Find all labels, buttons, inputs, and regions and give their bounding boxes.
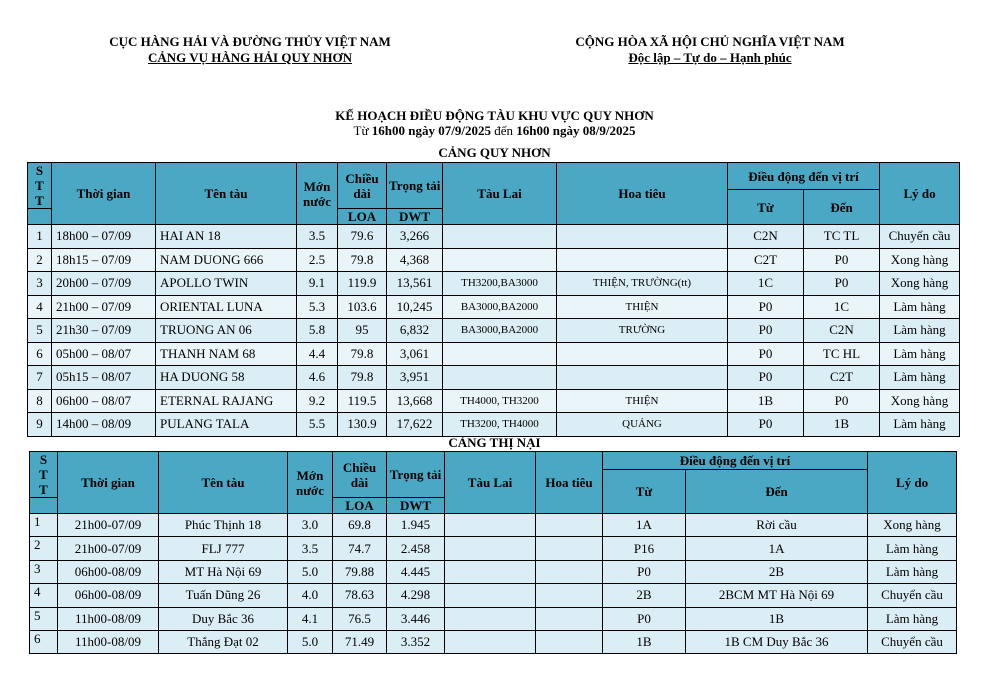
- port-authority-name: CẢNG VỤ HÀNG HẢI QUY NHƠN: [147, 50, 353, 65]
- cell-tug: TH3200,BA3000: [443, 272, 557, 296]
- cell-stt: 7: [28, 366, 52, 390]
- cell-pilot: QUẢNG: [557, 413, 728, 437]
- cell-ship: THANH NAM 68: [156, 342, 297, 366]
- cell-tug: [445, 584, 536, 607]
- cell-stt: 6: [28, 342, 52, 366]
- cell-ship: MT Hà Nội 69: [159, 560, 288, 583]
- cell-time: 21h00-07/09: [58, 514, 159, 537]
- cell-ship: Duy Bắc 36: [159, 607, 288, 630]
- cell-from: P0: [728, 366, 804, 390]
- cell-draft: 3.5: [297, 225, 338, 249]
- cell-stt: 1: [28, 225, 52, 249]
- cell-stt: 5: [30, 607, 58, 630]
- cell-loa: 79.8: [338, 366, 387, 390]
- cell-loa: 79.8: [338, 248, 387, 272]
- cell-loa: 78.63: [333, 584, 387, 607]
- cell-dwt: 17,622: [387, 413, 443, 437]
- cell-ship: HA DUONG 58: [156, 366, 297, 390]
- cell-time: 20h00 – 07/09: [52, 272, 156, 296]
- cell-time: 21h00-07/09: [58, 537, 159, 560]
- cell-ship: HAI AN 18: [156, 225, 297, 249]
- national-header: [520, 34, 900, 66]
- cell-stt: 6: [30, 630, 58, 653]
- cell-to: 1A: [686, 537, 868, 560]
- table-row: [30, 560, 957, 583]
- cell-to: TC HL: [804, 342, 880, 366]
- cell-draft: 5.0: [288, 560, 333, 583]
- cell-reason: Xong hàng: [868, 514, 957, 537]
- col-header-stt-tail: [30, 498, 58, 514]
- cell-dwt: 3,061: [387, 342, 443, 366]
- cell-time: 11h00-08/09: [58, 607, 159, 630]
- col-header-stt: S T T: [28, 163, 52, 209]
- cell-tug: [445, 514, 536, 537]
- cell-pilot: TRƯỜNG: [557, 319, 728, 343]
- table-row: [30, 537, 957, 560]
- table-row: [28, 319, 960, 343]
- cell-to: 1B: [804, 413, 880, 437]
- cell-pilot: [557, 225, 728, 249]
- cell-from: P0: [728, 342, 804, 366]
- cell-reason: Chuyển cầu: [868, 630, 957, 653]
- cell-tug: BA3000,BA2000: [443, 319, 557, 343]
- cell-draft: 2.5: [297, 248, 338, 272]
- cell-loa: 119.5: [338, 389, 387, 413]
- cell-time: 05h15 – 08/07: [52, 366, 156, 390]
- cell-pilot: [536, 607, 603, 630]
- cell-draft: 5.8: [297, 319, 338, 343]
- col-header-reason: Lý do: [868, 452, 957, 514]
- cell-pilot: [536, 630, 603, 653]
- cell-reason: Làm hàng: [880, 295, 960, 319]
- cell-ship: Phúc Thịnh 18: [159, 514, 288, 537]
- cell-ship: TRUONG AN 06: [156, 319, 297, 343]
- cell-dwt: 13,668: [387, 389, 443, 413]
- cell-to: 1B CM Duy Bắc 36: [686, 630, 868, 653]
- cell-dwt: 13,561: [387, 272, 443, 296]
- col-header-stt-tail: [28, 209, 52, 225]
- cell-dwt: 1.945: [387, 514, 445, 537]
- cell-ship: Tuấn Dũng 26: [159, 584, 288, 607]
- cell-dwt: 3,266: [387, 225, 443, 249]
- col-header-pilot: Hoa tiêu: [536, 452, 603, 514]
- cell-time: 11h00-08/09: [58, 630, 159, 653]
- cell-tug: [443, 366, 557, 390]
- cell-to: 1B: [686, 607, 868, 630]
- cell-reason: Làm hàng: [880, 319, 960, 343]
- col-header-loa: LOA: [338, 209, 387, 225]
- col-header-move: Điều động đến vị trí: [728, 163, 880, 190]
- cell-tug: [445, 560, 536, 583]
- country-name: CỘNG HÒA XÃ HỘI CHỦ NGHĨA VIỆT NAM: [575, 34, 845, 49]
- cell-stt: 4: [30, 584, 58, 607]
- cell-loa: 69.8: [333, 514, 387, 537]
- cell-dwt: 2.458: [387, 537, 445, 560]
- cell-ship: APOLLO TWIN: [156, 272, 297, 296]
- cell-stt: 9: [28, 413, 52, 437]
- cell-draft: 3.0: [288, 514, 333, 537]
- cell-to: P0: [804, 272, 880, 296]
- table-row: [28, 389, 960, 413]
- agency-name: CỤC HÀNG HẢI VÀ ĐƯỜNG THỦY VIỆT NAM: [109, 34, 391, 49]
- col-header-draft: Mớn nước: [288, 452, 333, 514]
- col-header-loa: LOA: [333, 498, 387, 514]
- cell-reason: Xong hàng: [880, 389, 960, 413]
- cell-time: 06h00-08/09: [58, 584, 159, 607]
- cell-tug: [445, 630, 536, 653]
- cell-reason: Xong hàng: [880, 248, 960, 272]
- cell-reason: Làm hàng: [880, 366, 960, 390]
- col-header-tug: Tàu Lai: [443, 163, 557, 225]
- col-header-from: Từ: [728, 190, 804, 225]
- cell-pilot: [557, 366, 728, 390]
- col-header-time: Thời gian: [58, 452, 159, 514]
- cell-from: 1B: [603, 630, 686, 653]
- cell-stt: 5: [28, 319, 52, 343]
- cell-stt: 4: [28, 295, 52, 319]
- cell-loa: 95: [338, 319, 387, 343]
- cell-dwt: 4.445: [387, 560, 445, 583]
- cell-to: P0: [804, 248, 880, 272]
- table-row: [28, 272, 960, 296]
- cell-tug: [445, 537, 536, 560]
- cell-reason: Làm hàng: [880, 413, 960, 437]
- document-period: [0, 123, 989, 139]
- cell-tug: [443, 225, 557, 249]
- cell-draft: 9.1: [297, 272, 338, 296]
- cell-time: 21h00 – 07/09: [52, 295, 156, 319]
- cell-time: 14h00 – 08/09: [52, 413, 156, 437]
- cell-time: 21h30 – 07/09: [52, 319, 156, 343]
- cell-from: P16: [603, 537, 686, 560]
- cell-dwt: 3.446: [387, 607, 445, 630]
- cell-tug: [445, 607, 536, 630]
- cell-from: 1B: [728, 389, 804, 413]
- period-from-word: Từ: [353, 123, 369, 138]
- cell-loa: 79.88: [333, 560, 387, 583]
- cell-pilot: [557, 248, 728, 272]
- col-header-dwt: DWT: [387, 498, 445, 514]
- cell-draft: 4.6: [297, 366, 338, 390]
- cell-to: 2BCM MT Hà Nội 69: [686, 584, 868, 607]
- col-header-ship: Tên tàu: [156, 163, 297, 225]
- cell-reason: Làm hàng: [880, 342, 960, 366]
- table-row: [28, 413, 960, 437]
- cell-loa: 119.9: [338, 272, 387, 296]
- table-row: [28, 342, 960, 366]
- cell-from: P0: [728, 413, 804, 437]
- cell-dwt: 4,368: [387, 248, 443, 272]
- cell-draft: 4.0: [288, 584, 333, 607]
- agency-header: [60, 34, 440, 66]
- document-title: KẾ HOẠCH ĐIỀU ĐỘNG TÀU KHU VỰC QUY NHƠN: [335, 108, 654, 123]
- cell-stt: 1: [30, 514, 58, 537]
- quy-nhon-schedule-table: [27, 162, 960, 437]
- cell-pilot: THIỆN: [557, 389, 728, 413]
- cell-ship: ORIENTAL LUNA: [156, 295, 297, 319]
- cell-reason: Chuyển cầu: [868, 584, 957, 607]
- cell-ship: NAM DUONG 666: [156, 248, 297, 272]
- cell-from: P0: [603, 560, 686, 583]
- cell-reason: Chuyển cầu: [880, 225, 960, 249]
- cell-to: Rời cầu: [686, 514, 868, 537]
- cell-ship: Thắng Đạt 02: [159, 630, 288, 653]
- cell-loa: 76.5: [333, 607, 387, 630]
- cell-to: 1C: [804, 295, 880, 319]
- cell-stt: 2: [28, 248, 52, 272]
- cell-stt: 3: [30, 560, 58, 583]
- table-row: [30, 607, 957, 630]
- cell-loa: 71.49: [333, 630, 387, 653]
- cell-to: TC TL: [804, 225, 880, 249]
- cell-ship: FLJ 777: [159, 537, 288, 560]
- cell-from: P0: [728, 319, 804, 343]
- col-header-pilot: Hoa tiêu: [557, 163, 728, 225]
- col-header-tonnage: Trọng tải: [387, 452, 445, 498]
- cell-from: C2T: [728, 248, 804, 272]
- thi-nai-schedule-table: [29, 451, 957, 654]
- cell-pilot: THIỆN: [557, 295, 728, 319]
- col-header-ship: Tên tàu: [159, 452, 288, 514]
- table-row: [30, 630, 957, 653]
- col-header-time: Thời gian: [52, 163, 156, 225]
- cell-stt: 3: [28, 272, 52, 296]
- cell-dwt: 10,245: [387, 295, 443, 319]
- cell-loa: 74.7: [333, 537, 387, 560]
- col-header-length: Chiều dài: [333, 452, 387, 498]
- cell-from: C2N: [728, 225, 804, 249]
- col-header-tonnage: Trọng tải: [387, 163, 443, 209]
- cell-from: 1C: [728, 272, 804, 296]
- cell-tug: BA3000,BA2000: [443, 295, 557, 319]
- table-row: [28, 366, 960, 390]
- col-header-length: Chiều dài: [338, 163, 387, 209]
- table-row: [28, 295, 960, 319]
- cell-tug: TH4000, TH3200: [443, 389, 557, 413]
- col-header-draft: Mớn nước: [297, 163, 338, 225]
- cell-tug: [443, 342, 557, 366]
- cell-pilot: [557, 342, 728, 366]
- cell-stt: 8: [28, 389, 52, 413]
- cell-from: 2B: [603, 584, 686, 607]
- cell-draft: 5.3: [297, 295, 338, 319]
- col-header-from: Từ: [603, 470, 686, 514]
- cell-ship: ETERNAL RAJANG: [156, 389, 297, 413]
- cell-loa: 79.6: [338, 225, 387, 249]
- cell-pilot: [536, 584, 603, 607]
- cell-to: C2N: [804, 319, 880, 343]
- cell-reason: Làm hàng: [868, 560, 957, 583]
- period-to-value: 16h00 ngày 08/9/2025: [516, 123, 636, 138]
- cell-loa: 130.9: [338, 413, 387, 437]
- cell-to: 2B: [686, 560, 868, 583]
- table-row: [30, 514, 957, 537]
- cell-pilot: [536, 514, 603, 537]
- col-header-tug: Tàu Lai: [445, 452, 536, 514]
- cell-dwt: 6,832: [387, 319, 443, 343]
- period-from-value: 16h00 ngày 07/9/2025: [371, 123, 491, 138]
- cell-pilot: [536, 560, 603, 583]
- cell-draft: 5.5: [297, 413, 338, 437]
- cell-from: P0: [728, 295, 804, 319]
- cell-ship: PULANG TALA: [156, 413, 297, 437]
- cell-dwt: 4.298: [387, 584, 445, 607]
- cell-dwt: 3,951: [387, 366, 443, 390]
- cell-dwt: 3.352: [387, 630, 445, 653]
- cell-reason: Làm hàng: [868, 607, 957, 630]
- cell-tug: [443, 248, 557, 272]
- table-row: [28, 248, 960, 272]
- section-title-quy-nhon: CẢNG QUY NHƠN: [438, 145, 551, 160]
- table-row: [30, 584, 957, 607]
- cell-draft: 9.2: [297, 389, 338, 413]
- cell-reason: Làm hàng: [868, 537, 957, 560]
- period-to-word: đến: [494, 123, 514, 138]
- col-header-reason: Lý do: [880, 163, 960, 225]
- col-header-stt: S T T: [30, 452, 58, 498]
- cell-stt: 2: [30, 537, 58, 560]
- cell-loa: 79.8: [338, 342, 387, 366]
- section-title-thi-nai: CẢNG THỊ NẠI: [448, 435, 541, 450]
- cell-time: 05h00 – 08/07: [52, 342, 156, 366]
- cell-time: 06h00 – 08/07: [52, 389, 156, 413]
- cell-draft: 4.4: [297, 342, 338, 366]
- cell-to: C2T: [804, 366, 880, 390]
- cell-from: P0: [603, 607, 686, 630]
- cell-time: 06h00-08/09: [58, 560, 159, 583]
- col-header-dwt: DWT: [387, 209, 443, 225]
- cell-draft: 4.1: [288, 607, 333, 630]
- national-motto: Độc lập – Tự do – Hạnh phúc: [628, 50, 792, 65]
- cell-pilot: THIỆN, TRƯỜNG(tt): [557, 272, 728, 296]
- cell-draft: 3.5: [288, 537, 333, 560]
- col-header-to: Đến: [804, 190, 880, 225]
- cell-tug: TH3200, TH4000: [443, 413, 557, 437]
- cell-reason: Xong hàng: [880, 272, 960, 296]
- cell-draft: 5.0: [288, 630, 333, 653]
- cell-to: P0: [804, 389, 880, 413]
- col-header-to: Đến: [686, 470, 868, 514]
- cell-pilot: [536, 537, 603, 560]
- table-row: [28, 225, 960, 249]
- cell-time: 18h00 – 07/09: [52, 225, 156, 249]
- cell-loa: 103.6: [338, 295, 387, 319]
- cell-from: 1A: [603, 514, 686, 537]
- col-header-move: Điều động đến vị trí: [603, 452, 868, 470]
- cell-time: 18h15 – 07/09: [52, 248, 156, 272]
